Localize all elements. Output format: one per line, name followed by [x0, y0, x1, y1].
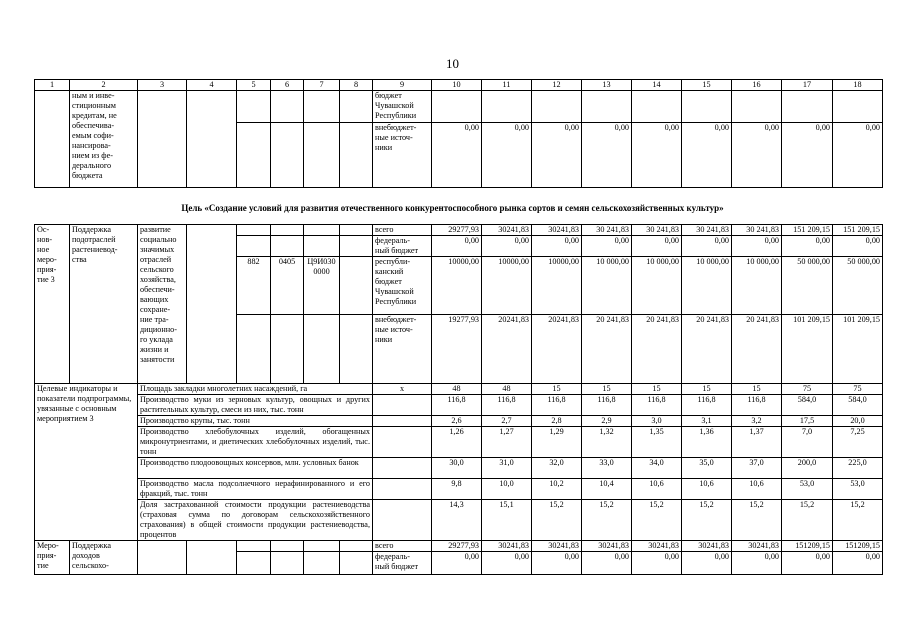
indicator-row	[35, 479, 883, 500]
value-cell: 0,00	[782, 552, 833, 575]
value-cell: 15,2	[632, 500, 682, 541]
value-cell: 10000,00	[532, 257, 582, 315]
code-cell	[340, 315, 373, 384]
indicator-unit-cell	[373, 395, 432, 416]
column-header: 5	[237, 80, 271, 91]
value-cell: 0,00	[782, 236, 833, 257]
code-cell	[340, 123, 373, 188]
event-name-cell: Поддержка доходов сельскохо-	[70, 541, 138, 575]
value-cell	[632, 91, 682, 123]
value-cell: 10,0	[482, 479, 532, 500]
code-rzpr-cell: 0405	[271, 257, 304, 315]
code-cell	[271, 236, 304, 257]
value-cell: 15	[732, 384, 782, 395]
top-table	[34, 79, 883, 188]
funding-source-cell: республи- канский бюджет Чувашской Республики	[373, 257, 432, 315]
value-cell: 116,8	[732, 395, 782, 416]
page-number: 10	[446, 56, 459, 71]
responsible-cell	[138, 91, 187, 188]
value-cell: 0,00	[732, 236, 782, 257]
value-cell: 7,0	[782, 427, 833, 458]
value-cell: 32,0	[532, 458, 582, 479]
code-vr-cell	[340, 257, 373, 315]
value-cell: 15,2	[682, 500, 732, 541]
indicator-row	[35, 500, 883, 541]
indicator-name-cell: Производство хлебобулочных изделий, обогащенных микронутриентами, и диетических хлебобулочных изделий, тыс. тонн	[138, 427, 373, 458]
column-header: 12	[532, 80, 582, 91]
value-cell: 0,00	[482, 123, 532, 188]
code-cell	[340, 225, 373, 236]
column-header: 9	[373, 80, 432, 91]
value-cell: 0,00	[532, 552, 582, 575]
value-cell: 17,5	[782, 416, 833, 427]
value-cell: 584,0	[833, 395, 883, 416]
column-header: 7	[304, 80, 340, 91]
code-cell	[304, 315, 340, 384]
code-cell	[304, 236, 340, 257]
value-cell: 0,00	[532, 236, 582, 257]
indicator-name-cell: Доля застрахованной стоимости продукции растениеводства (страховая сумма по договорам сельскохозяйственного страхования) в общей стоимости продукции растениеводства, процентов	[138, 500, 373, 541]
value-cell: 20 241,83	[732, 315, 782, 384]
code-cell	[340, 552, 373, 575]
indicator-name-cell: Производство крупы, тыс. тонн	[138, 416, 373, 427]
value-cell: 0,00	[833, 123, 883, 188]
value-cell	[482, 91, 532, 123]
value-cell: 48	[482, 384, 532, 395]
value-cell: 0,00	[532, 123, 582, 188]
funding-source-cell: федераль- ный бюджет	[373, 552, 432, 575]
indicator-name-cell: Производство масла подсолнечного нерафинированного и его фракций, тыс. тонн	[138, 479, 373, 500]
value-cell	[732, 91, 782, 123]
value-cell: 3,2	[732, 416, 782, 427]
value-cell: 1,26	[432, 427, 482, 458]
goal-table	[34, 224, 883, 575]
value-cell: 10 000,00	[582, 257, 632, 315]
value-cell: 0,00	[833, 236, 883, 257]
value-cell	[682, 91, 732, 123]
value-cell	[532, 91, 582, 123]
value-cell: 53,0	[833, 479, 883, 500]
value-cell: 0,00	[432, 123, 482, 188]
value-cell: 1,37	[732, 427, 782, 458]
value-cell: 20 241,83	[632, 315, 682, 384]
value-cell: 0,00	[432, 236, 482, 257]
value-cell: 116,8	[582, 395, 632, 416]
value-cell: 0,00	[482, 236, 532, 257]
code-cell	[271, 123, 304, 188]
column-header: 16	[732, 80, 782, 91]
value-cell: 10000,00	[432, 257, 482, 315]
value-cell: 20241,83	[482, 315, 532, 384]
code-cell	[237, 552, 271, 575]
value-cell: 200,0	[782, 458, 833, 479]
value-cell: 1,27	[482, 427, 532, 458]
value-cell: 0,00	[833, 552, 883, 575]
value-cell: 225,0	[833, 458, 883, 479]
value-cell: 50 000,00	[782, 257, 833, 315]
funding-source-cell: федераль- ный бюджет	[373, 236, 432, 257]
code-cell	[237, 91, 271, 123]
value-cell: 34,0	[632, 458, 682, 479]
value-cell: 2,6	[432, 416, 482, 427]
funding-source-cell: внебюджет- ные источ- ники	[373, 123, 432, 188]
value-cell: 116,8	[632, 395, 682, 416]
column-header: 14	[632, 80, 682, 91]
value-cell: 151209,15	[782, 541, 833, 552]
value-cell: 35,0	[682, 458, 732, 479]
code-cell	[237, 225, 271, 236]
value-cell: 15,2	[833, 500, 883, 541]
indicator-unit-cell	[373, 479, 432, 500]
value-cell: 0,00	[632, 236, 682, 257]
value-cell: 0,00	[682, 123, 732, 188]
event-name-cell: ным и инве- стиционным кредитам, не обеспечива- емым софи- нансирова- нием из фе- дерального бюджета	[70, 91, 138, 188]
indicator-unit-cell	[373, 416, 432, 427]
funding-source-cell: всего	[373, 541, 432, 552]
value-cell	[782, 91, 833, 123]
value-cell: 10,6	[682, 479, 732, 500]
value-cell: 20 241,83	[582, 315, 632, 384]
code-cell	[237, 315, 271, 384]
value-cell: 0,00	[582, 552, 632, 575]
value-cell: 15,2	[782, 500, 833, 541]
indicator-row	[35, 384, 883, 395]
column-header: 6	[271, 80, 304, 91]
indicator-row	[35, 427, 883, 458]
value-cell: 30,0	[432, 458, 482, 479]
value-cell: 30 241,83	[732, 225, 782, 236]
column-header: 11	[482, 80, 532, 91]
event-type-cell: Меро- прия- тие	[35, 541, 70, 575]
value-cell: 151 209,15	[833, 225, 883, 236]
value-cell: 31,0	[482, 458, 532, 479]
value-cell: 0,00	[582, 236, 632, 257]
value-cell: 584,0	[782, 395, 833, 416]
value-cell: 30241,83	[732, 541, 782, 552]
column-header-row	[35, 80, 883, 91]
value-cell: 37,0	[732, 458, 782, 479]
value-cell: 29277,93	[432, 541, 482, 552]
column-header: 18	[833, 80, 883, 91]
indicator-unit-cell	[373, 427, 432, 458]
event-goal-cell: развитие социально значимых отраслей сельского хозяйства, обеспечи- вающих сохране- ние тра- диционно- го уклада жизни и занятости	[138, 225, 187, 384]
value-cell: 7,25	[833, 427, 883, 458]
value-cell: 20,0	[833, 416, 883, 427]
value-cell: 15	[582, 384, 632, 395]
indicator-row	[35, 395, 883, 416]
value-cell: 33,0	[582, 458, 632, 479]
code-cell	[237, 541, 271, 552]
code-cell	[271, 91, 304, 123]
value-cell: 101 209,15	[782, 315, 833, 384]
value-cell: 15,2	[582, 500, 632, 541]
value-cell: 15	[632, 384, 682, 395]
value-cell: 151209,15	[833, 541, 883, 552]
column-header: 8	[340, 80, 373, 91]
value-cell: 48	[432, 384, 482, 395]
value-cell: 10 000,00	[682, 257, 732, 315]
indicator-name-cell: Площадь закладки многолетних насаждений, га	[138, 384, 373, 395]
column-header: 4	[187, 80, 237, 91]
value-cell: 15,2	[732, 500, 782, 541]
value-cell: 1,29	[532, 427, 582, 458]
responsible-cell	[187, 225, 237, 384]
column-header: 3	[138, 80, 187, 91]
value-cell: 10,2	[532, 479, 582, 500]
value-cell: 2,7	[482, 416, 532, 427]
code-cell	[271, 225, 304, 236]
code-cell	[271, 552, 304, 575]
value-cell: 151 209,15	[782, 225, 833, 236]
column-header: 17	[782, 80, 833, 91]
value-cell: 0,00	[682, 552, 732, 575]
funding-source-cell: внебюджет- ные источ- ники	[373, 315, 432, 384]
value-cell: 101 209,15	[833, 315, 883, 384]
table-row	[35, 91, 883, 123]
value-cell: 1,36	[682, 427, 732, 458]
indicator-unit-cell	[373, 458, 432, 479]
indicator-row	[35, 416, 883, 427]
value-cell: 30 241,83	[682, 225, 732, 236]
value-cell: 10 000,00	[732, 257, 782, 315]
value-cell: 30 241,83	[582, 225, 632, 236]
value-cell: 75	[833, 384, 883, 395]
value-cell: 0,00	[732, 552, 782, 575]
value-cell: 20241,83	[532, 315, 582, 384]
value-cell: 30 241,83	[632, 225, 682, 236]
code-cell	[304, 552, 340, 575]
code-cell	[237, 123, 271, 188]
indicator-name-cell: Производство муки из зерновых культур, овощных и других растительных культур, смеси из них, тыс. тонн	[138, 395, 373, 416]
value-cell: 9,8	[432, 479, 482, 500]
goal-cell	[187, 91, 237, 188]
value-cell: 1,32	[582, 427, 632, 458]
column-header: 13	[582, 80, 632, 91]
value-cell: 3,0	[632, 416, 682, 427]
code-cell	[340, 91, 373, 123]
value-cell: 19277,93	[432, 315, 482, 384]
value-cell: 10,4	[582, 479, 632, 500]
value-cell: 53,0	[782, 479, 833, 500]
value-cell: 116,8	[532, 395, 582, 416]
value-cell: 30241,83	[532, 541, 582, 552]
value-cell: 116,8	[482, 395, 532, 416]
value-cell: 15	[532, 384, 582, 395]
value-cell: 10 000,00	[632, 257, 682, 315]
code-cell	[237, 236, 271, 257]
responsible-cell	[187, 541, 237, 575]
value-cell: 1,35	[632, 427, 682, 458]
column-header: 2	[70, 80, 138, 91]
funding-source-cell: всего	[373, 225, 432, 236]
value-cell: 0,00	[432, 552, 482, 575]
value-cell: 0,00	[782, 123, 833, 188]
code-cell	[304, 123, 340, 188]
table-row	[35, 541, 883, 552]
column-header: 10	[432, 80, 482, 91]
value-cell	[833, 91, 883, 123]
value-cell	[582, 91, 632, 123]
value-cell: 50 000,00	[833, 257, 883, 315]
value-cell: 29277,93	[432, 225, 482, 236]
value-cell: 116,8	[682, 395, 732, 416]
value-cell: 20 241,83	[682, 315, 732, 384]
code-cell	[340, 236, 373, 257]
value-cell: 30241,83	[482, 225, 532, 236]
value-cell: 30241,83	[682, 541, 732, 552]
value-cell: 0,00	[632, 123, 682, 188]
code-cell	[304, 541, 340, 552]
value-cell: 0,00	[582, 123, 632, 188]
value-cell: 116,8	[432, 395, 482, 416]
value-cell: 0,00	[732, 123, 782, 188]
column-header: 1	[35, 80, 70, 91]
table-row	[35, 225, 883, 236]
code-cell	[304, 225, 340, 236]
indicators-label-cell: Целевые индикаторы и показатели подпрограммы, увязанные с основным мероприятием 3	[35, 384, 138, 541]
value-cell: 10,6	[632, 479, 682, 500]
value-cell: 0,00	[682, 236, 732, 257]
code-cell	[271, 315, 304, 384]
code-cell	[340, 541, 373, 552]
event-name-cell: Поддержка подотраслей растениевод- ства	[70, 225, 138, 384]
indicator-unit-cell	[373, 500, 432, 541]
value-cell: 15,1	[482, 500, 532, 541]
value-cell: 14,3	[432, 500, 482, 541]
column-header: 15	[682, 80, 732, 91]
goal-heading: Цель «Создание условий для развития отечественного конкурентоспособного рынка сортов и семян сельскохозяйственных культур»	[181, 203, 724, 213]
event-type-cell: Ос- нов- ное меро- прия- тие 3	[35, 225, 70, 384]
code-cell	[304, 91, 340, 123]
code-cell	[271, 541, 304, 552]
indicator-unit-cell: x	[373, 384, 432, 395]
code-grbs-cell: 882	[237, 257, 271, 315]
value-cell: 30241,83	[632, 541, 682, 552]
value-cell	[432, 91, 482, 123]
value-cell: 0,00	[482, 552, 532, 575]
indicator-row	[35, 458, 883, 479]
value-cell: 30241,83	[532, 225, 582, 236]
empty-cell	[35, 91, 70, 188]
value-cell: 15	[682, 384, 732, 395]
value-cell: 10000,00	[482, 257, 532, 315]
value-cell: 15,2	[532, 500, 582, 541]
value-cell: 75	[782, 384, 833, 395]
funding-source-cell: бюджет Чувашской Республики	[373, 91, 432, 123]
value-cell: 10,6	[732, 479, 782, 500]
value-cell: 2,8	[532, 416, 582, 427]
indicator-name-cell: Производство плодоовощных консервов, млн. условных банок	[138, 458, 373, 479]
code-csr-cell: Ц9И030 0000	[304, 257, 340, 315]
value-cell: 30241,83	[582, 541, 632, 552]
value-cell: 0,00	[632, 552, 682, 575]
event-goal-cell	[138, 541, 187, 575]
value-cell: 3,1	[682, 416, 732, 427]
value-cell: 30241,83	[482, 541, 532, 552]
value-cell: 2,9	[582, 416, 632, 427]
